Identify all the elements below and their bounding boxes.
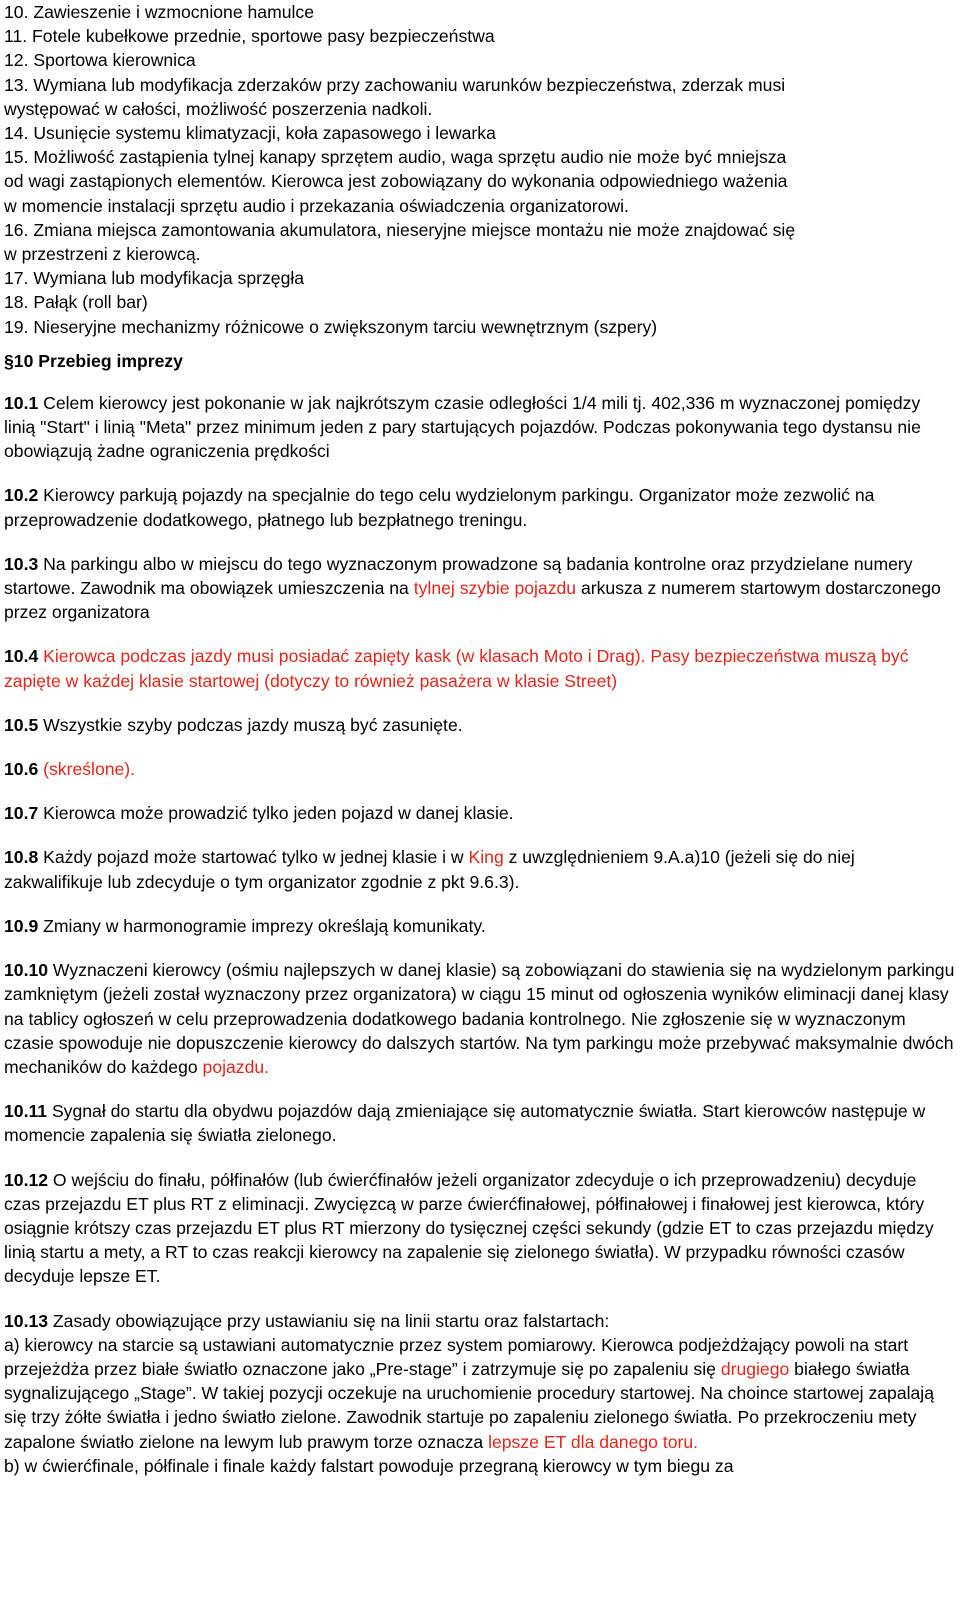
list-item: 19. Nieseryjne mechanizmy różnicowe o zwiększonym tarciu wewnętrznym (szpery) [4, 316, 658, 337]
paragraph-10-5 [4, 713, 956, 737]
paragraph-10-7 [4, 801, 956, 825]
highlighted-text: lepsze ET dla danego toru. [488, 1431, 699, 1452]
list-item: 17. Wymiana lub modyfikacja sprzęgła [4, 268, 305, 289]
list-item: od wagi zastąpionych elementów. Kierowca jest zobowiązany do wykonania odpowiedniego ważenia [4, 171, 788, 192]
highlighted-text: tylnej szybie pojazdu [413, 578, 577, 599]
paragraph-text: Zmiany w harmonogramie imprezy określają komunikaty. [38, 915, 486, 936]
paragraph-number: 10.7 [4, 803, 39, 824]
paragraph-text: z uwzględnieniem 9.A.a)10 (jeżeli się do niej zakwalifikuje lub zdecyduje o tym organizator zgodnie z pkt 9.6.3). [4, 847, 855, 892]
list-item: 13. Wymiana lub modyfikacja zderzaków przy zachowaniu warunków bezpieczeństwa, zderzak musi [4, 74, 786, 95]
paragraph-text: Kierowca może prowadzić tylko jeden pojazd w danej klasie. [38, 803, 514, 824]
list-item: w momencie instalacji sprzętu audio i przekazania oświadczenia organizatorowi. [4, 195, 629, 216]
paragraph-number: 10.13 [4, 1310, 49, 1331]
paragraph-text: Celem kierowcy jest pokonanie w jak najkrótszym czasie odległości 1/4 mili tj. 402,336 m wyznaczonej pomiędzy linią "Start" i linią "Meta" przez minimum jeden z pary startujących pojazdów. Podczas pokonywania tego dystansu nie obowiązują żadne ograniczenia prędkości [4, 392, 921, 462]
paragraph-10-10 [4, 958, 956, 1079]
paragraph-text: arkusza z numerem startowym dostarczonego przez organizatora [4, 578, 941, 623]
list-item: 15. Możliwość zastąpienia tylnej kanapy sprzętem audio, waga sprzętu audio nie może być mniejsza [4, 147, 787, 168]
list-item: 10. Zawieszenie i wzmocnione hamulce [4, 2, 314, 22]
paragraph-10-2 [4, 483, 956, 531]
paragraph-number: 10.10 [4, 960, 49, 981]
paragraph-number: 10.3 [4, 553, 39, 574]
paragraph-10-3 [4, 552, 956, 625]
sub-point-b: b) w ćwierćfinale, półfinale i finale każdy falstart powoduje przegraną kierowcy w tym biegu za [4, 1455, 734, 1476]
paragraph-10-8 [4, 845, 956, 893]
highlighted-text: King [468, 847, 504, 868]
paragraph-number: 10.5 [4, 714, 39, 735]
paragraph-number: 10.1 [4, 392, 39, 413]
paragraph-10-6 [4, 757, 956, 781]
paragraph-text: Wyznaczeni kierowcy (ośmiu najlepszych w danej klasie) są zobowiązani do stawienia się na wydzielonym parkingu zamkniętym (jeżeli został wyznaczony przez organizatora) w ciągu 15 minut od ogłoszenia wyników eliminacji danej klasy na tablicy ogłoszeń w celu przeprowadzenia dodatkowego badania kontrolnego. Nie zgłoszenie się w wyznaczonym czasie spowoduje nie dopuszczenie kierowcy do dalszych startów. Na tym parkingu może przebywać maksymalnie dwóch mechaników do każdego [4, 960, 955, 1077]
highlighted-text: pojazdu. [202, 1056, 270, 1077]
highlighted-text: drugiego [720, 1358, 790, 1379]
paragraph-text: Zasady obowiązujące przy ustawianiu się na linii startu oraz falstartach: [48, 1310, 610, 1331]
section-heading [4, 349, 956, 373]
paragraph-number: 10.12 [4, 1169, 49, 1190]
paragraph-10-12 [4, 1168, 956, 1289]
paragraph-text: Sygnał do startu dla obydwu pojazdów dają zmieniające się automatycznie światła. Start kierowców następuje w momencie zapalenia się światła zielonego. [4, 1101, 926, 1146]
paragraph-10-11 [4, 1099, 956, 1147]
paragraph-intro [4, 1309, 956, 1333]
paragraph-10-13 [4, 1309, 956, 1478]
section-mark: § [4, 350, 14, 371]
paragraph-number: 10.9 [4, 915, 39, 936]
modification-list [4, 0, 956, 339]
paragraph-text: O wejściu do finału, półfinałów (lub ćwierćfinałów jeżeli organizator zdecyduje o ich przeprowadzeniu) decyduje czas przejazdu ET plus RT z eliminacji. Zwycięzcą w parze ćwierćfinałowej, półfinałowej i finałowej jest kierowca, który osiągnie krótszy czas przejazdu ET plus RT mierzony do tysięcznej części sekundy (gdzie ET to czas przejazdu między linią startu a mety, a RT to czas reakcji kierowcy na zapalenie się zielonego światła). W przypadku równości czasów decyduje lepsze ET. [4, 1169, 934, 1287]
list-item: w przestrzeni z kierowcą. [4, 244, 201, 265]
paragraph-number: 10.6 [4, 759, 39, 780]
paragraph-number: 10.11 [4, 1101, 48, 1122]
list-item: 11. Fotele kubełkowe przednie, sportowe pasy bezpieczeństwa [4, 26, 495, 47]
paragraph-text: białego światła sygnalizującego „Stage”. W takiej pozycji oczekuje na uruchomienie procedury startowej. Na choince startowej zapalają się trzy żółte światła i jedno światło zielone. Zawodnik startuje po zapaleniu zielonego światła. Po przekroczeniu mety zapalone światło zielone na lewym lub prawym torze oznacza [4, 1358, 935, 1452]
paragraph-number: 10.4 [4, 646, 39, 667]
list-item: 12. Sportowa kierownica [4, 50, 196, 71]
paragraph-text: Na parkingu albo w miejscu do tego wyznaczonym prowadzone są badania kontrolne oraz przydzielane numery startowe. Zawodnik ma obowiązek umieszczenia na [4, 553, 913, 599]
sub-point-a [4, 1333, 956, 1454]
paragraph-10-1 [4, 391, 956, 464]
paragraph-10-9 [4, 914, 956, 938]
paragraph-10-4 [4, 644, 956, 692]
paragraph-text: a) kierowcy na starcie są ustawiani automatycznie przez system pomiarowy. Kierowca podjeżdżający powoli na start przejeżdża przez białe światło oznaczone jako „Pre-stage” i zatrzymuje się po zapaleniu się [4, 1334, 909, 1379]
highlighted-text: Kierowca podczas jazdy musi posiadać zapięty kask (w klasach Moto i Drag). Pasy bezpieczeństwa muszą być zapięte w każdej klasie startowej (dotyczy to również pasażera w klasie Street) [4, 646, 909, 691]
paragraph-text: Wszystkie szyby podczas jazdy muszą być zasunięte. [38, 714, 463, 735]
section-title: 10 Przebieg imprezy [13, 350, 183, 371]
paragraph-text: Każdy pojazd może startować tylko w jednej klasie i w [38, 847, 469, 868]
list-item: 16. Zmiana miejsca zamontowania akumulatora, nieseryjne miejsce montażu nie może znajdować się [4, 219, 796, 240]
highlighted-text: (skreślone). [38, 759, 136, 780]
list-item: 14. Usunięcie systemu klimatyzacji, koła zapasowego i lewarka [4, 123, 496, 144]
list-item: występować w całości, możliwość poszerzenia nadkoli. [4, 98, 433, 119]
paragraph-text: Kierowcy parkują pojazdy na specjalnie do tego celu wydzielonym parkingu. Organizator może zezwolić na przeprowadzenie dodatkowego, płatnego lub bezpłatnego treningu. [4, 485, 875, 530]
paragraph-number: 10.8 [4, 847, 39, 868]
paragraph-number: 10.2 [4, 485, 39, 506]
list-item: 18. Pałąk (roll bar) [4, 292, 148, 313]
